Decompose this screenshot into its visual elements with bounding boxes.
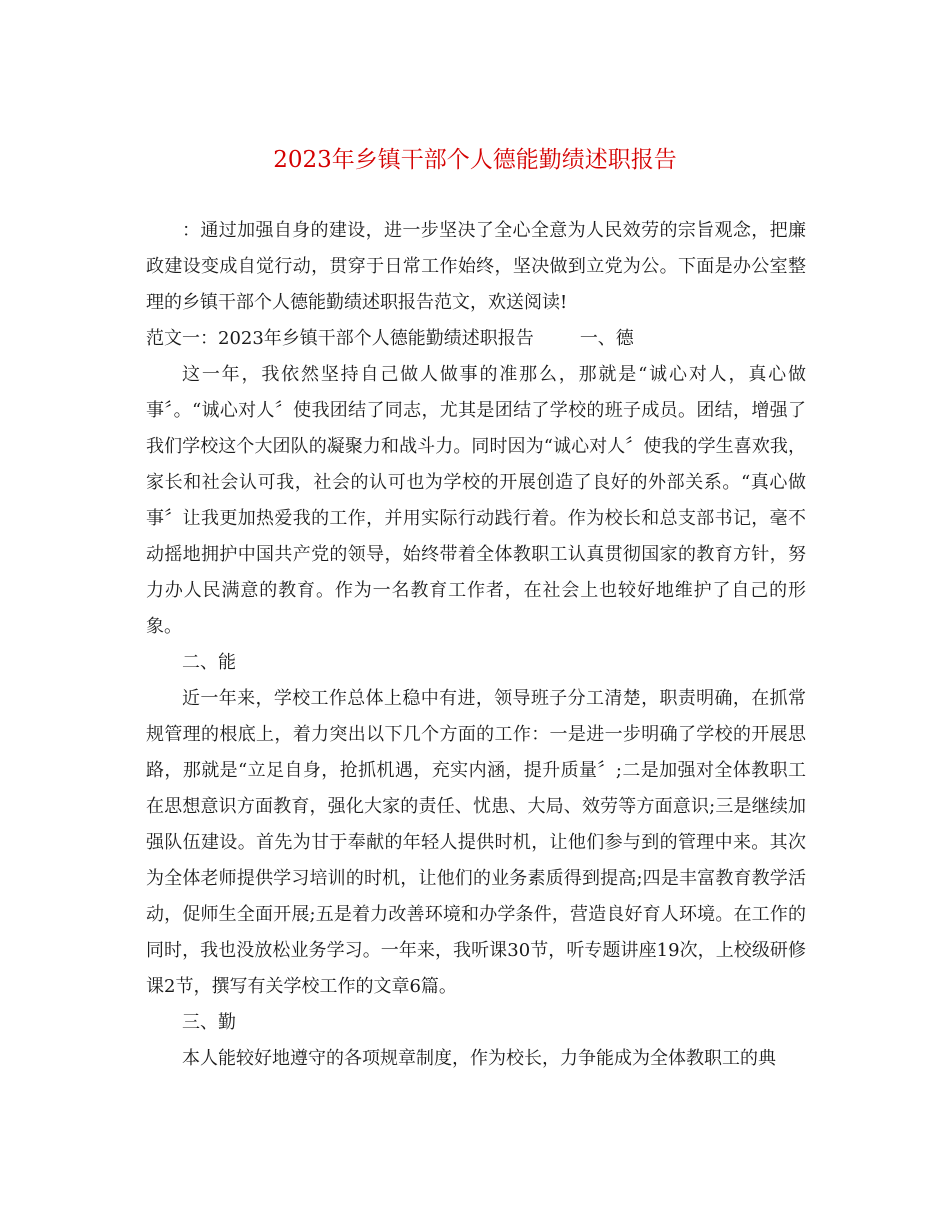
intro-paragraph: ：通过加强自身的建设，进一步坚决了全心全意为人民效劳的宗旨观念，把廉政建设变成自觉行动，贯穿于日常工作始终，坚决做到立党为公。下面是办公室整理的乡镇干部个人德能勤绩述职报告范文，欢送阅读! [146, 220, 806, 313]
section3-paragraph: 本人能较好地遵守的各项规章制度，作为校长，力争能成为全体教职工的典 [182, 1048, 776, 1069]
sample-label: 范文一：2023年乡镇干部个人德能勤绩述职报告 [146, 328, 534, 349]
sample-label-line [146, 321, 806, 357]
section2-heading: 二、能 [182, 652, 236, 673]
section1-heading: 一、德 [579, 328, 634, 349]
section3-heading: 三、勤 [182, 1012, 236, 1033]
section1-paragraph: 这一年，我依然坚持自己做人做事的准那么，那就是“诚心对人，真心做事〞。“诚心对人〞使我团结了同志，尤其是团结了学校的班子成员。团结，增强了我们学校这个大团队的凝聚力和战斗力。同时因为“诚心对人〞使我的学生喜欢我，家长和社会认可我，社会的认可也为学校的开展创造了良好的外部关系。“真心做事〞让我更加热爱我的工作，并用实际行动践行着。作为校长和总支部书记，毫不动摇地拥护中国共产党的领导，始终带着全体教职工认真贯彻国家的教育方针，努力办人民满意的教育。作为一名教育工作者，在社会上也较好地维护了自己的形象。 [146, 364, 806, 637]
document-body [146, 213, 806, 1077]
section2-paragraph: 近一年来，学校工作总体上稳中有进，领导班子分工清楚，职责明确，在抓常规管理的根底上，着力突出以下几个方面的工作：一是进一步明确了学校的开展思路，那就是“立足自身，抢抓机遇，充实内涵，提升质量〞;二是加强对全体教职工在思想意识方面教育，强化大家的责任、忧患、大局、效劳等方面意识;三是继续加强队伍建设。首先为甘于奉献的年轻人提供时机，让他们参与到的管理中来。其次为全体老师提供学习培训的时机，让他们的业务素质得到提高;四是丰富教育教学活动，促师生全面开展;五是着力改善环境和办学条件，营造良好育人环境。在工作的同时，我也没放松业务学习。一年来，我听课30节，听专题讲座19次，上校级研修课2节，撰写有关学校工作的文章6篇。 [146, 688, 806, 997]
document-title: 2023年乡镇干部个人德能勤绩述职报告 [273, 147, 677, 173]
